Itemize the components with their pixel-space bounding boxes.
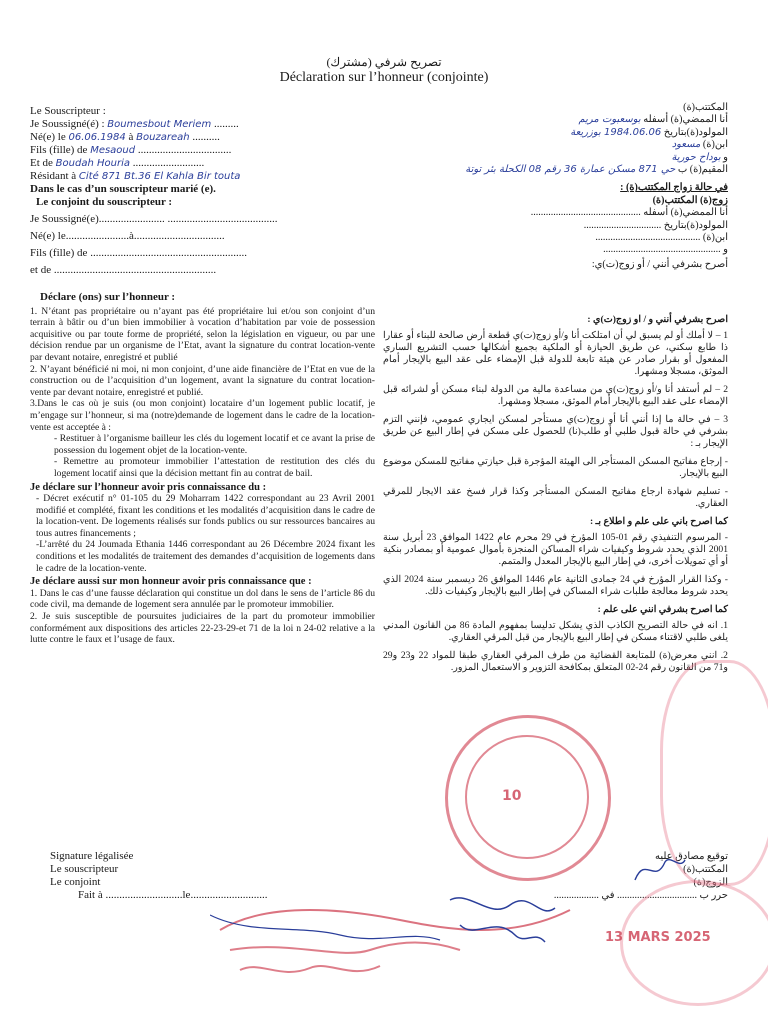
et-label: Et de xyxy=(30,157,53,169)
ar-muqim-label: المقيم(ة) ب xyxy=(677,164,728,176)
ar-point-3b: - تسليم شهادة ارجاع مفاتيح المسكن المستأجر وكذا قرار فسخ عقد الايجار للمرقي العقاري. xyxy=(383,486,728,509)
ar-mawlud-label: المولود(ة)بتاريخ xyxy=(663,126,728,138)
fr-identity-block xyxy=(30,105,375,277)
ar-z-ana: أنا الممضي(ة) أسفله ............................................ xyxy=(530,207,728,219)
c-a-label: à xyxy=(128,230,134,242)
ar-osarrih1: أصرح بشرفي أنني / أو زوج(ت)ي: xyxy=(591,258,728,270)
ne-lieu-value: Bouzareah xyxy=(136,132,190,143)
fr-point-3a: - Restituer à l’organisme bailleur les clés du logement locatif et ce avant la prise de possession du logement objet de la location-vente. xyxy=(54,433,375,456)
fr-arrete: -L’arrêté du 24 Joumada Ethania 1446 correspondant au 26 Décembre 2024 fixant les conditions et les modalités de traitement des demandes d’acquisition de logements dans le cadre de la location-vente. xyxy=(36,539,375,574)
handwritten-signatures xyxy=(210,880,590,1000)
date-stamp: 13 MARS 2025 xyxy=(605,930,711,945)
ar-tawqi: توقيع مصادق عليه xyxy=(654,851,728,862)
connaissance-heading: Je déclare sur l’honneur avoir pris connaissance du : xyxy=(30,481,267,493)
c-fils-row: Fils (fille) de ......................................................... xyxy=(30,247,247,259)
ar-ana-label: أنا الممضي(ة) أسفله xyxy=(643,114,728,126)
official-stamp-inner xyxy=(465,735,589,859)
ar-zawj-heading: زوج(ة) المكتتب(ة) xyxy=(652,194,728,206)
fr-decret: - Décret exécutif n° 01-105 du 29 Moharram 1422 correspondant au 23 Avril 2001 modifié et complété, fixant les conditions et les modalités d’acquisition dans le cadre de la location-vent. De logements réalisés sur fonds publics ou sur ressources bancaires au tous autres financements ; xyxy=(36,493,375,539)
fait-a-label: Fait à xyxy=(78,889,103,901)
title-arabic: تصريح شرفي (مشترك) xyxy=(326,55,442,69)
c-fils-label: Fils (fille) de xyxy=(30,247,88,259)
c-ne-label: Né(e) le xyxy=(30,230,66,242)
ar-wa-label: و xyxy=(723,151,728,163)
fr-aussi-1: 1. Dans le cas d’une fausse déclaration qui constitue un dol dans le sens de l’article 86 du code civil, ma demande de logement sera annulée par le promoteur immobilier. xyxy=(30,587,375,611)
ar-z-wa: و ............................................... xyxy=(603,244,728,256)
sig-conjoint: Le conjoint xyxy=(50,876,101,888)
ar-harrir-row: حرر ب ................................ في .................. xyxy=(553,890,728,901)
ar-fi-label: في xyxy=(601,890,615,901)
fait-le-label: le xyxy=(182,889,191,901)
c-soussigne-label: Je Soussigné(e) xyxy=(30,213,99,225)
ar-ilm2-heading: كما اصرح بشرفي انني على علم : xyxy=(597,604,728,615)
ne-label: Né(e) le xyxy=(30,131,66,143)
ar-point-2: 2 – لم أستفد أنا و/أو زوج(ت)ي من مساعدة مالية من الدولة لبناء مسكن أو لشرائه قبل الإمضاء على عقد البيع بالإيجار أمام الموثق، مسجلا ومشهرا. xyxy=(383,384,728,407)
c-et-row: et de ........................................................... xyxy=(30,264,217,276)
resid-row xyxy=(30,170,375,183)
ar-ibn-row xyxy=(383,139,728,151)
fait-row: Fait à ............................le............................ xyxy=(78,889,268,901)
ar-t-zawj: الزوج(ة) xyxy=(693,877,728,888)
ar-harrir-label: حرر ب xyxy=(699,890,728,901)
ar-mawlud-row xyxy=(383,127,728,139)
et-row: Et de Boudah Houria .......................... xyxy=(30,157,205,169)
soussigne-row: Je Soussigné(é) : Boumesbout Meriem ......... xyxy=(30,118,239,130)
fr-point-3b: - Remettre au promoteur immobilier l’attestation de restitution des clés du logement locatif ainsi que la décision mettant fin au contrat de bail. xyxy=(54,456,375,479)
ar-ilm-heading: كما اصرح باني على علم و اطلاع بـ : xyxy=(589,516,728,527)
c-ne-row: Né(e) le.......................à................................. xyxy=(30,230,225,242)
ar-ibn-label: ابن(ة) xyxy=(702,139,728,151)
ar-mawlud-value: 1984.06.06 بوزريعة xyxy=(570,126,662,138)
sig-title: Signature légalisée xyxy=(50,850,134,862)
fr-declarations-block xyxy=(30,292,375,646)
ne-date-value: 06.06.1984 xyxy=(68,132,126,143)
marie-heading: Dans le cas d’un souscripteur marié (e). xyxy=(30,183,216,195)
c-soussigne-row: Je Soussigné(e)........................ ........................................ xyxy=(30,213,278,225)
ar-zawaj-heading: في حالة زواج المكتتب(ة) : xyxy=(620,182,728,194)
ar-declarations-block xyxy=(383,308,728,680)
sig-souscripteur: Le souscripteur xyxy=(50,863,119,875)
fr-aussi-2: 2. Je suis susceptible de poursuites judiciaires de la part du promoteur immobilier conformément aux dispositions des articles 22-23-29-et 71 de la loi n 24-02 relative a la lutte contre le faux et l’usage de faux. xyxy=(30,611,375,646)
c-et-label: et de xyxy=(30,264,52,276)
conjoint-heading: Le conjoint du souscripteur : xyxy=(36,196,173,208)
ar-muqim-row xyxy=(383,164,728,176)
fils-value: Mesaoud xyxy=(90,145,136,156)
ar-signature-scribble xyxy=(630,850,690,890)
ar-z-ibn: ابن(ة) .......................................... xyxy=(595,232,728,244)
aussi-heading: Je déclare aussi sur mon honneur avoir pris connaissance que : xyxy=(30,576,312,588)
ar-z-ibn-label: ابن(ة) xyxy=(702,232,728,244)
ar-z-ana-label: أنا الممضي(ة) أسفله xyxy=(643,207,728,219)
ar-arrete: - وكذا القرار المؤرخ في 24 جمادى الثانية عام 1446 الموافق 26 ديسمبر سنة 2024 الذي يحدد شروط معالجة طلبات شراء المساكن في إطار البيع بالإيجار وكيفيات ذلك. xyxy=(383,574,728,597)
ar-ana-value: بوسعبوت مريم xyxy=(578,114,641,126)
fr-point-3: 3.Dans le cas où je suis (ou mon conjoint) locataire d’un logement public locatif, je m’engage sur l’honneur, si ma (notre)demande de logement dans le cadre de la location-vente est acceptée à : xyxy=(30,398,375,433)
declare-heading: Déclare (ons) sur l’honneur : xyxy=(40,291,176,303)
fr-point-2: 2. N’ayant bénéficié ni moi, ni mon conjoint, d’une aide financière de l’Etat en vue de la construction ou de l’acquisition d’un logement, avant la signature du contrat location-vente par devant notaire, enregistré et publié. xyxy=(30,363,375,398)
resid-label: Résidant à xyxy=(30,170,77,182)
et-value: Boudah Houria xyxy=(55,158,130,169)
resid-value: Cité 871 Bt.36 El Kahla Bir touta xyxy=(78,171,241,182)
fr-point-1: 1. N’étant pas propriétaire ou n’ayant pas été propriétaire lui et/ou son conjoint d’un terrain à bâtir ou d’un bien immobilier à vocation d’habitation par voie de possession acquisitive ou par toute forme de propriété, selon la législation en vigueur, ou par une décision rendue par un organisme de l’Etat, avant la signature du contrat location-vente par devant notaire, enregistré et publié xyxy=(30,305,375,363)
soussigne-label: Je Soussigné(é) : xyxy=(30,118,105,130)
ar-point-1: 1 – لا أملك أو لم يسبق لي أن امتلكت أنا و/أو زوج(ت)ي قطعة أرض صالحة للبناء أو عقارا ذا طابع سكني، عن طريق الحيازة أو الملكية بجميع أشكالها حسب التشريع الساري المفعول أو بقرار صادر عن هيئة تابعة للدولة قبل الإمضاء على عقد البيع بالإيجار أمام الموثق، مسجلا ومشهرا. xyxy=(383,330,728,377)
ar-aware-1: 1. انه في حالة التصريح الكاذب الذي يشكل تدليسا بمفهوم المادة 86 من القانون المدني يلغى طلبي لاقتناء مسكن في إطار البيع بالإيجار من قبل المرقي العقاري. xyxy=(383,620,728,643)
ar-z-wa-label: و xyxy=(723,244,728,256)
ar-z-mawlud: المولود(ة)بتاريخ ............................... xyxy=(583,219,728,231)
ar-ibn-value: مسعود xyxy=(671,139,701,151)
ne-row: Né(e) le 06.06.1984 à Bouzareah .......... xyxy=(30,131,220,143)
ar-osarrih2: اصرح بشرفي أنني و / او زوج(ت)ي : xyxy=(587,314,728,325)
ar-point-3a: - إرجاع مفاتيح المسكن المستأجر الى الهيئة المؤجرة قبل حيازتي مفاتيح للمسكن موضوع البيع بالإيجار. xyxy=(383,456,728,479)
fils-label: Fils (fille) de xyxy=(30,144,88,156)
ar-aware-2: 2. انني معرض(ة) للمتابعة القضائية من طرف المرقي العقاري طبقا للمواد 22 و23 و29 و71 من القانون رقم 24-02 المتعلق بمكافحة التزوير و الاستعمال المزور. xyxy=(383,650,728,673)
ar-point-3: 3 – في حالة ما إذا أنني أنا أو زوج(ت)ي مستأجر لمسكن ايجاري عمومي، فإنني التزم بشرفي في حالة قبول طلبي أو طلب(نا) للحصول على مسكن في إطار البيع عن طريق الإيجار بـ : xyxy=(383,414,728,449)
fils-row: Fils (fille) de Mesaoud .................................. xyxy=(30,144,232,156)
ar-muqim-value: حي 871 مسكن عمارة 36 رقم 08 الكحلة بئر توتة xyxy=(465,164,676,176)
souscripteur-label: Le Souscripteur : xyxy=(30,105,106,117)
soussigne-value: Boumesbout Meriem xyxy=(107,119,212,130)
ar-wa-row xyxy=(383,152,728,164)
ar-identity-block xyxy=(383,102,728,271)
ar-moktateb: المكتتب(ة) xyxy=(683,102,728,113)
ar-z-mawlud-label: المولود(ة)بتاريخ xyxy=(663,219,728,231)
ar-decree: - المرسوم التنفيذي رقم 01-105 المؤرخ في 29 محرم عام 1422 الموافق 23 أبريل سنة 2001 الذي يحدد شروط وكيفيات شراء المساكن المنجزة بأموال عمومية أو بمصادر بنكية أو أي تمويلات أخرى، في إطار البيع بالإيجار المعدل والمتمم. xyxy=(383,532,728,567)
ar-wa-value: بوداح حورية xyxy=(671,151,721,163)
ne-a-label: à xyxy=(128,131,134,143)
ar-t-moktateb: المكتتب(ة) xyxy=(683,864,728,875)
stamp-number: 10 xyxy=(502,788,522,804)
title-french: Déclaration sur l’honneur (conjointe) xyxy=(279,70,489,85)
ar-ana-row xyxy=(383,114,728,126)
